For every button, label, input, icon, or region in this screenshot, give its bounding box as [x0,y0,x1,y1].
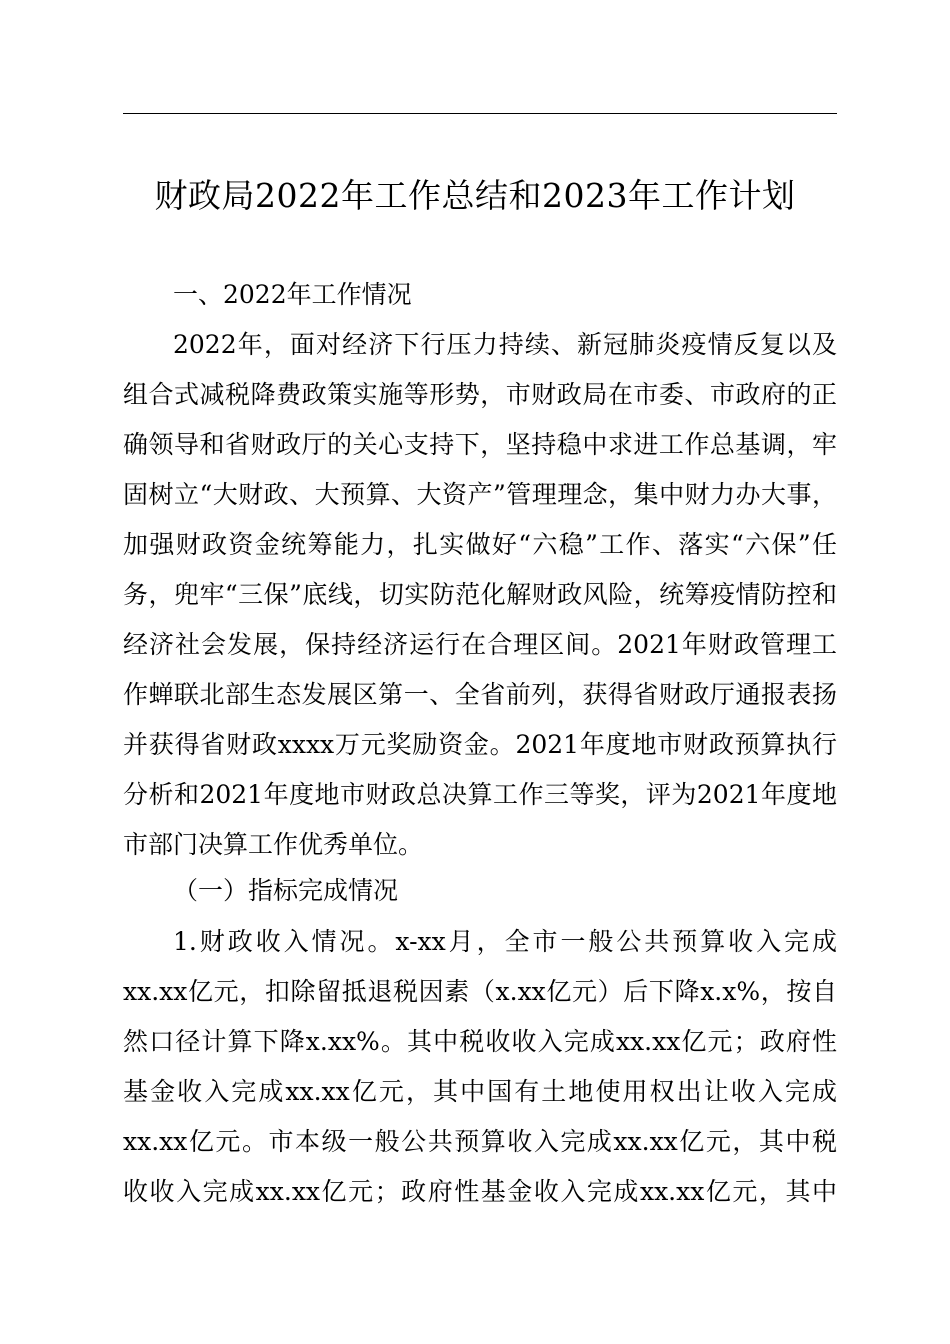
paragraph-line: 分析和2021年度地市财政总决算工作三等奖，评为2021年度地 [123,780,837,809]
paragraph-line: 组合式减税降费政策实施等形势，市财政局在市委、市政府的正 [123,380,837,409]
paragraph-line: 作蝉联北部生态发展区第一、全省前列，获得省财政厅通报表扬 [123,680,837,709]
subsection-heading: （一）指标完成情况 [173,876,399,905]
paragraph-line: 确领导和省财政厅的关心支持下，坚持稳中求进工作总基调，牢 [123,430,837,459]
paragraph-line: 2022年，面对经济下行压力持续、新冠肺炎疫情反复以及 [173,330,837,359]
paragraph-line: 收收入完成xx.xx亿元；政府性基金收入完成xx.xx亿元，其中 [123,1177,837,1206]
header-rule [123,113,837,114]
document-title: 财政局2022年工作总结和2023年工作计划 [154,176,796,215]
paragraph-line: 经济社会发展，保持经济运行在合理区间。2021年财政管理工 [123,630,837,659]
paragraph-line: xx.xx亿元，扣除留抵退税因素（x.xx亿元）后下降x.x%，按自 [123,977,837,1006]
paragraph-line: 务，兜牢“三保”底线，切实防范化解财政风险，统筹疫情防控和 [123,580,837,609]
paragraph-line: 然口径计算下降x.xx%。其中税收收入完成xx.xx亿元；政府性 [123,1027,837,1056]
paragraph-line: 市部门决算工作优秀单位。 [123,830,424,859]
paragraph-line: 1.财政收入情况。x-xx月，全市一般公共预算收入完成 [173,927,837,956]
section-heading: 一、2022年工作情况 [173,280,412,309]
paragraph-line: 固树立“大财政、大预算、大资产”管理理念，集中财力办大事， [123,480,837,509]
paragraph-line: 并获得省财政xxxx万元奖励资金。2021年度地市财政预算执行 [123,730,837,759]
paragraph-line: 基金收入完成xx.xx亿元，其中国有土地使用权出让收入完成 [123,1077,837,1106]
paragraph-line: xx.xx亿元。市本级一般公共预算收入完成xx.xx亿元，其中税 [123,1127,837,1156]
paragraph-line: 加强财政资金统筹能力，扎实做好“六稳”工作、落实“六保”任 [123,530,837,559]
